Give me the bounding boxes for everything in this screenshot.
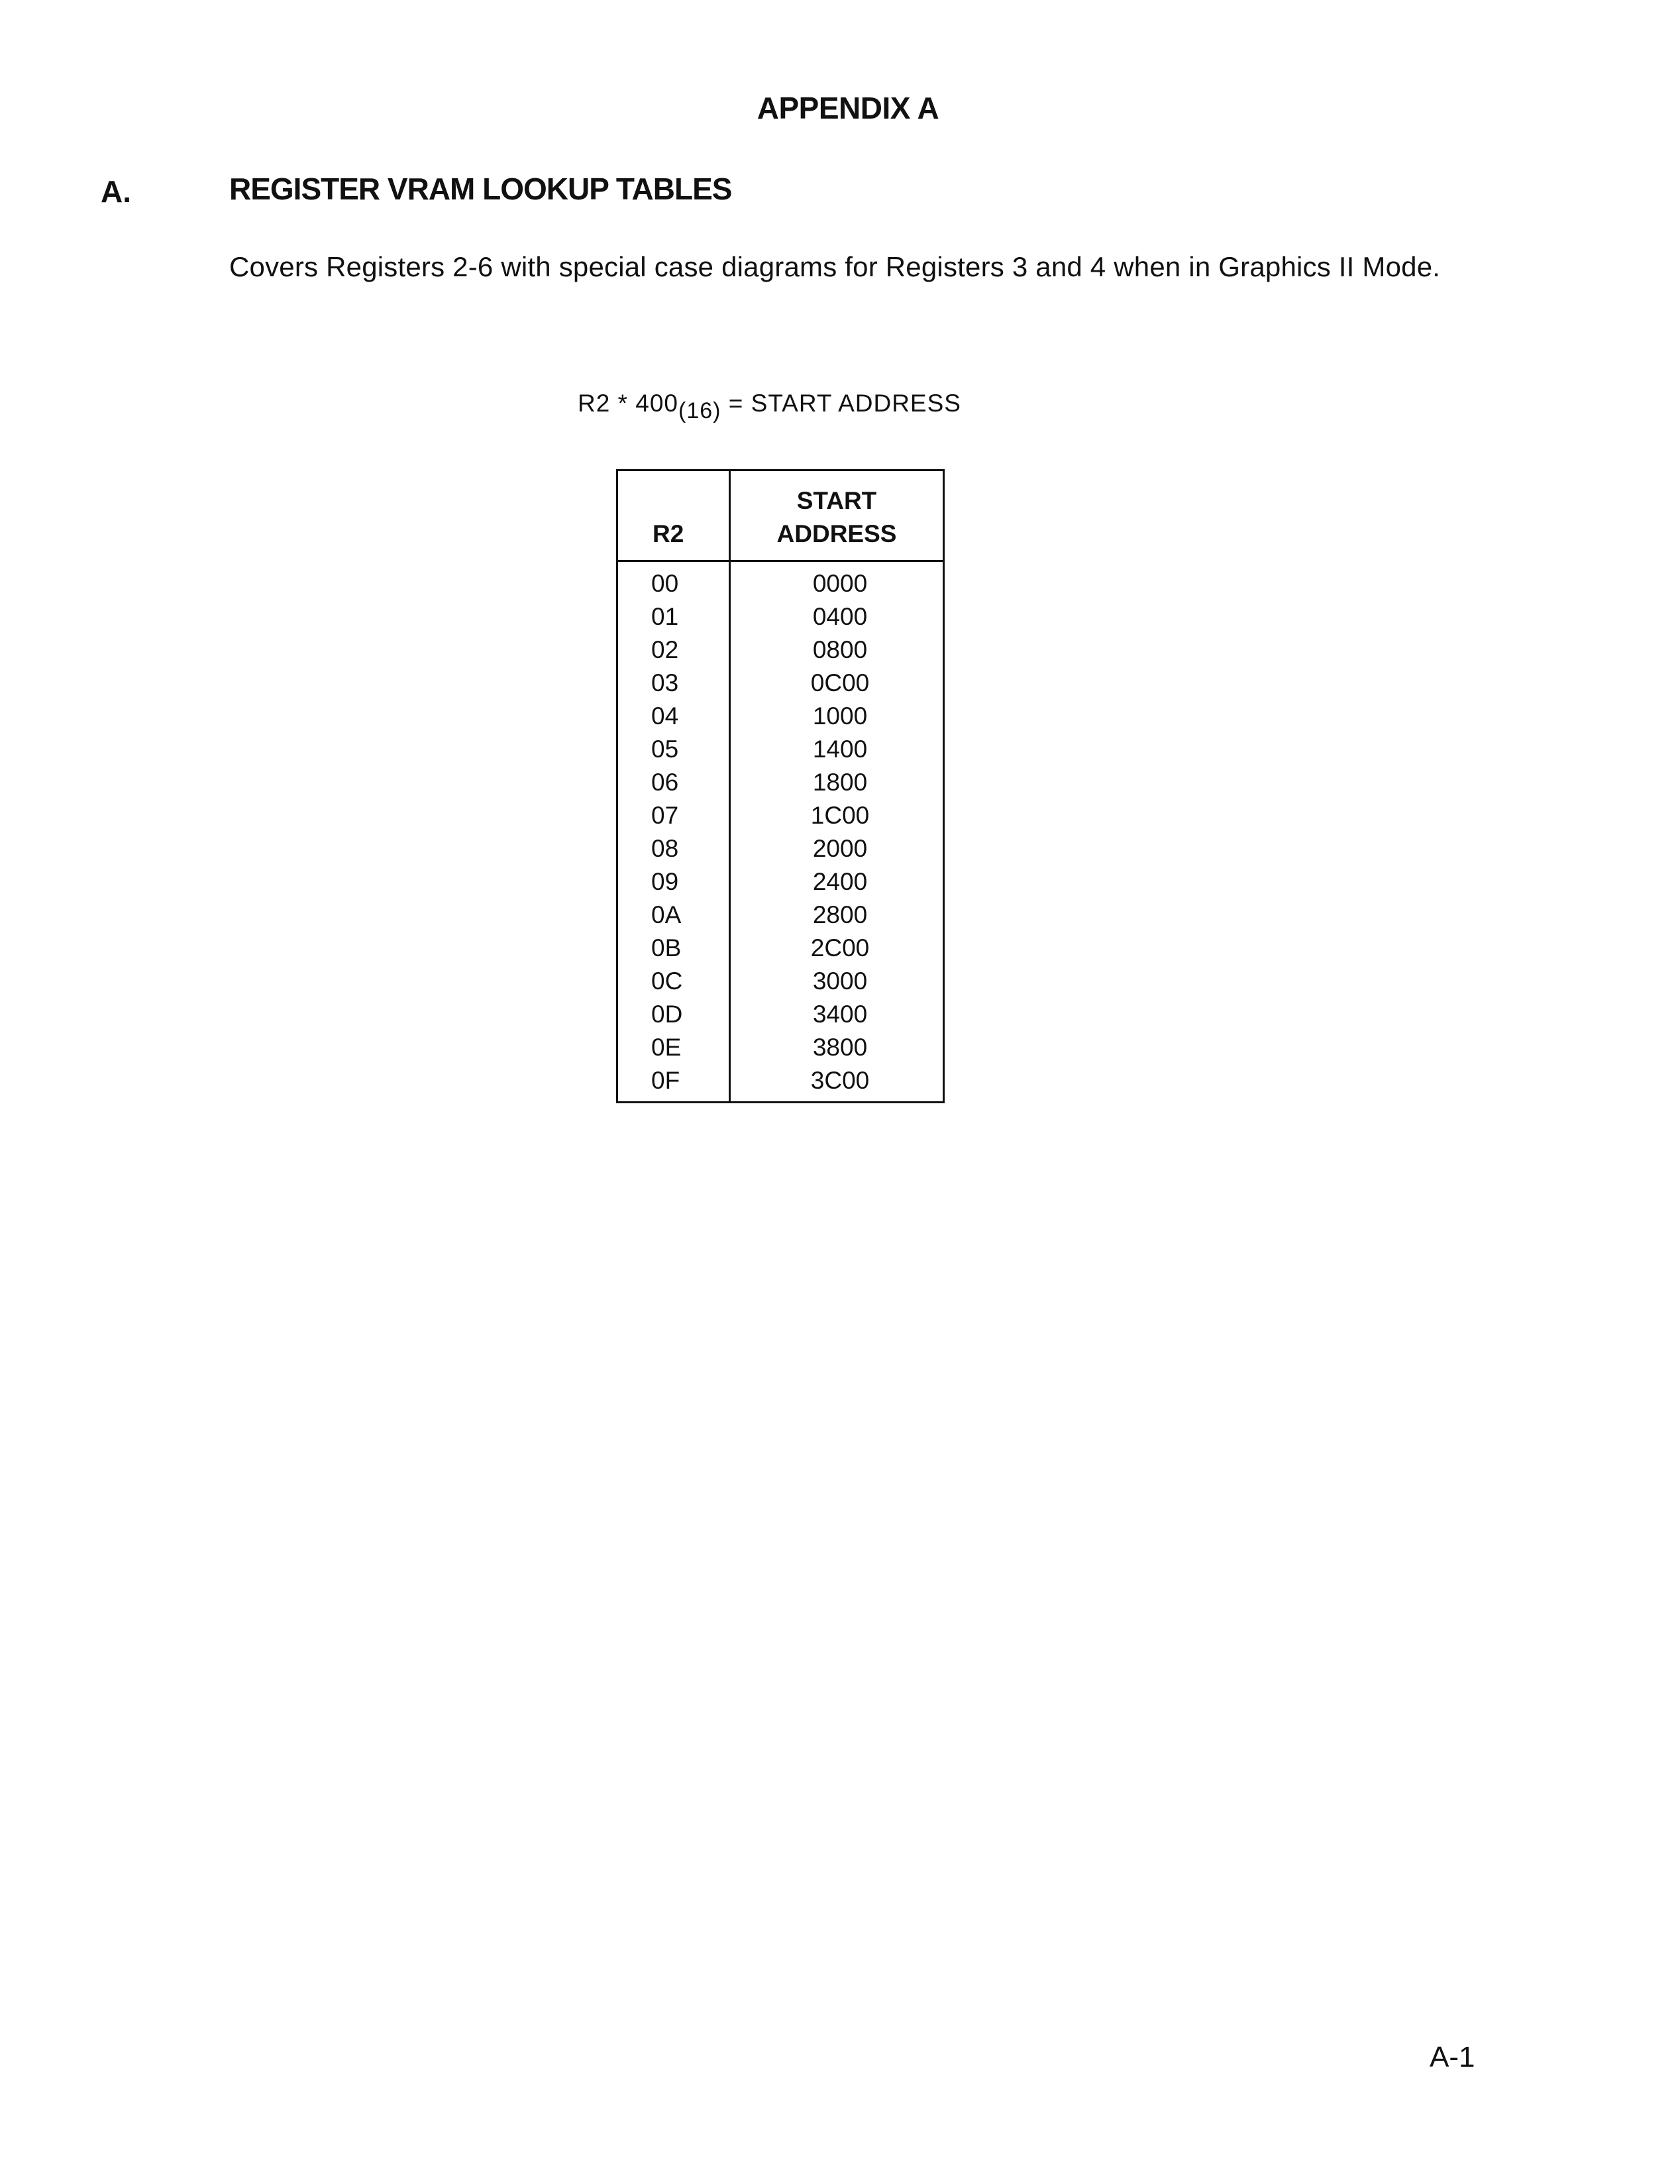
section-title: REGISTER VRAM LOOKUP TABLES	[229, 172, 732, 206]
formula-prefix: R2 * 400	[578, 390, 678, 417]
cell-start-address: 2800	[730, 899, 944, 932]
cell-start-address: 0C00	[730, 667, 944, 700]
table-row	[617, 799, 944, 832]
table-row	[617, 965, 944, 998]
cell-start-address: 0400	[730, 600, 944, 633]
cell-start-address: 3800	[730, 1031, 944, 1064]
cell-r2: 0D	[617, 998, 730, 1031]
cell-start-address: 1C00	[730, 799, 944, 832]
cell-start-address: 3C00	[730, 1064, 944, 1103]
table-row	[617, 667, 944, 700]
lookup-table	[616, 469, 945, 1103]
header-address: ADDRESS	[776, 520, 897, 547]
formula-suffix: = START ADDRESS	[721, 390, 961, 417]
table-row	[617, 1064, 944, 1103]
table-header-row	[617, 470, 944, 561]
table-row	[617, 865, 944, 899]
cell-start-address: 2C00	[730, 932, 944, 965]
table-row	[617, 932, 944, 965]
cell-start-address: 1000	[730, 700, 944, 733]
section-letter: A.	[101, 174, 131, 209]
table-row	[617, 832, 944, 865]
cell-r2: 08	[617, 832, 730, 865]
appendix-title: APPENDIX A	[757, 91, 939, 125]
table-row	[617, 899, 944, 932]
header-r2: R2	[617, 470, 730, 561]
header-start-address	[730, 470, 944, 561]
cell-r2: 02	[617, 633, 730, 667]
cell-start-address: 3000	[730, 965, 944, 998]
cell-start-address: 1400	[730, 733, 944, 766]
table-row	[617, 633, 944, 667]
cell-start-address: 1800	[730, 766, 944, 799]
cell-start-address: 0000	[730, 561, 944, 601]
header-start: START	[796, 487, 877, 514]
cell-r2: 00	[617, 561, 730, 601]
formula	[578, 390, 961, 423]
table-row	[617, 998, 944, 1031]
table-row	[617, 600, 944, 633]
cell-r2: 04	[617, 700, 730, 733]
cell-start-address: 2000	[730, 832, 944, 865]
cell-r2: 03	[617, 667, 730, 700]
cell-r2: 01	[617, 600, 730, 633]
cell-r2: 0E	[617, 1031, 730, 1064]
page-number: A-1	[1430, 2041, 1475, 2073]
cell-start-address: 2400	[730, 865, 944, 899]
cell-r2: 05	[617, 733, 730, 766]
cell-r2: 0F	[617, 1064, 730, 1103]
cell-r2: 07	[617, 799, 730, 832]
cell-r2: 06	[617, 766, 730, 799]
cell-start-address: 0800	[730, 633, 944, 667]
table-row	[617, 1031, 944, 1064]
cell-r2: 0C	[617, 965, 730, 998]
cell-start-address: 3400	[730, 998, 944, 1031]
cell-r2: 09	[617, 865, 730, 899]
table-row	[617, 700, 944, 733]
table-row	[617, 733, 944, 766]
table-body	[617, 561, 944, 1103]
cell-r2: 0B	[617, 932, 730, 965]
table-row	[617, 561, 944, 601]
formula-subscript: (16)	[678, 398, 721, 423]
intro-paragraph: Covers Registers 2-6 with special case diagrams for Registers 3 and 4 when in Graphics II Mode.	[229, 251, 1441, 282]
cell-r2: 0A	[617, 899, 730, 932]
table-row	[617, 766, 944, 799]
